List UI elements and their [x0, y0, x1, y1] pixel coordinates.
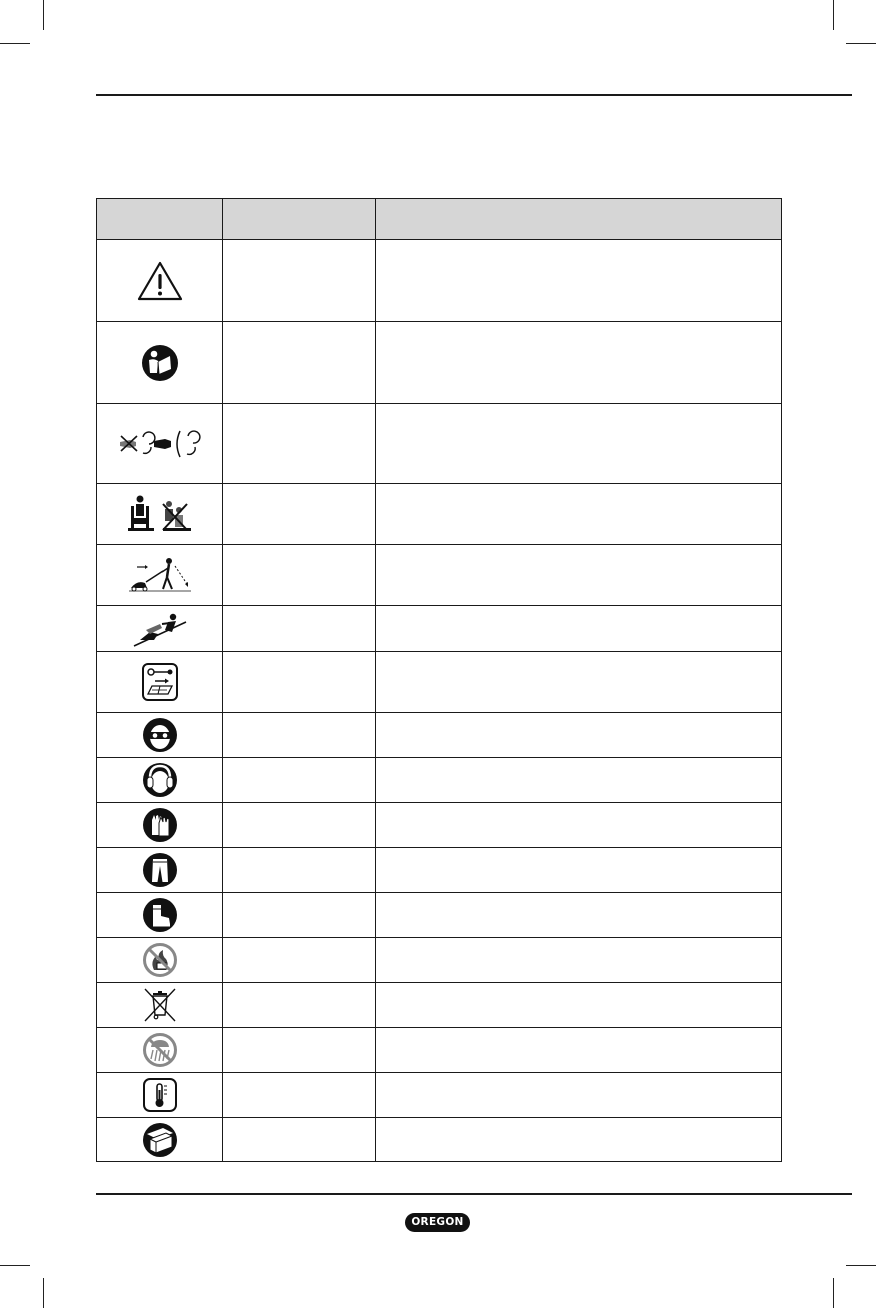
symbol-description — [376, 1073, 782, 1118]
crop-mark — [43, 0, 44, 30]
symbol-label — [223, 606, 376, 652]
keep-hands-away-rotating-parts-icon — [118, 427, 202, 461]
column-header-name — [223, 199, 376, 240]
symbol-label — [223, 1073, 376, 1118]
column-header-symbol — [97, 199, 223, 240]
symbol-description — [376, 983, 782, 1028]
table-row — [97, 652, 782, 713]
symbol-label — [223, 652, 376, 713]
wear-safety-boots-icon — [142, 897, 178, 933]
table-row — [97, 484, 782, 545]
symbol-description — [376, 404, 782, 484]
crop-mark — [846, 43, 876, 44]
table-row — [97, 983, 782, 1028]
table-row — [97, 713, 782, 758]
table-row — [97, 240, 782, 322]
symbol-label — [223, 848, 376, 893]
symbol-label — [223, 713, 376, 758]
symbol-label — [223, 758, 376, 803]
symbol-description — [376, 322, 782, 404]
table-row — [97, 322, 782, 404]
symbol-description — [376, 240, 782, 322]
symbol-description — [376, 606, 782, 652]
symbol-label — [223, 240, 376, 322]
weee-crossed-bin-icon — [141, 986, 179, 1024]
slope-rollover-hazard-icon — [132, 610, 188, 648]
table-row — [97, 1028, 782, 1073]
wear-eye-protection-icon — [142, 717, 178, 753]
crop-mark — [43, 1278, 44, 1308]
symbol-label — [223, 1028, 376, 1073]
table-row — [97, 1118, 782, 1162]
wear-ear-protection-icon — [142, 762, 178, 798]
table-row — [97, 758, 782, 803]
symbol-description — [376, 545, 782, 606]
symbol-description — [376, 758, 782, 803]
table-row — [97, 803, 782, 848]
symbol-label — [223, 1118, 376, 1162]
symbol-description — [376, 893, 782, 938]
crop-mark — [833, 0, 834, 30]
table-row — [97, 606, 782, 652]
symbol-description — [376, 484, 782, 545]
table-row — [97, 938, 782, 983]
read-manual-icon — [140, 343, 180, 383]
symbol-description — [376, 848, 782, 893]
table-row — [97, 545, 782, 606]
footer-rule — [96, 1193, 852, 1195]
symbol-label — [223, 893, 376, 938]
symbol-label — [223, 938, 376, 983]
column-header-description — [376, 199, 782, 240]
wear-gloves-icon — [142, 807, 178, 843]
temperature-limit-icon — [141, 1076, 179, 1114]
symbol-description — [376, 713, 782, 758]
symbol-label — [223, 404, 376, 484]
symbol-description — [376, 1028, 782, 1073]
do-not-expose-to-rain-icon — [142, 1032, 178, 1068]
symbol-label — [223, 484, 376, 545]
crop-mark — [0, 1265, 30, 1266]
table-row — [97, 893, 782, 938]
table-row — [97, 848, 782, 893]
table-row — [97, 1073, 782, 1118]
symbol-description — [376, 1118, 782, 1162]
wear-long-trousers-icon — [142, 852, 178, 888]
crop-mark — [846, 1265, 876, 1266]
remove-key-before-maintenance-icon — [141, 662, 179, 702]
symbol-label — [223, 545, 376, 606]
symbol-description — [376, 803, 782, 848]
header-rule — [96, 94, 852, 96]
crop-mark — [0, 43, 30, 44]
thrown-objects-bystanders-icon — [127, 556, 193, 594]
symbol-description — [376, 652, 782, 713]
store-indoors-box-icon — [142, 1122, 178, 1158]
symbol-description — [376, 938, 782, 983]
do-not-dispose-in-fire-icon — [142, 942, 178, 978]
table-header-row — [97, 199, 782, 240]
crop-mark — [833, 1278, 834, 1308]
symbol-label — [223, 983, 376, 1028]
oregon-logo: OREGON — [405, 1213, 470, 1232]
table-row — [97, 404, 782, 484]
warning-triangle-icon — [136, 260, 184, 302]
safety-symbols-table — [96, 198, 782, 1162]
ride-operator-only-no-passengers-icon — [127, 494, 193, 534]
symbol-label — [223, 803, 376, 848]
symbol-label — [223, 322, 376, 404]
